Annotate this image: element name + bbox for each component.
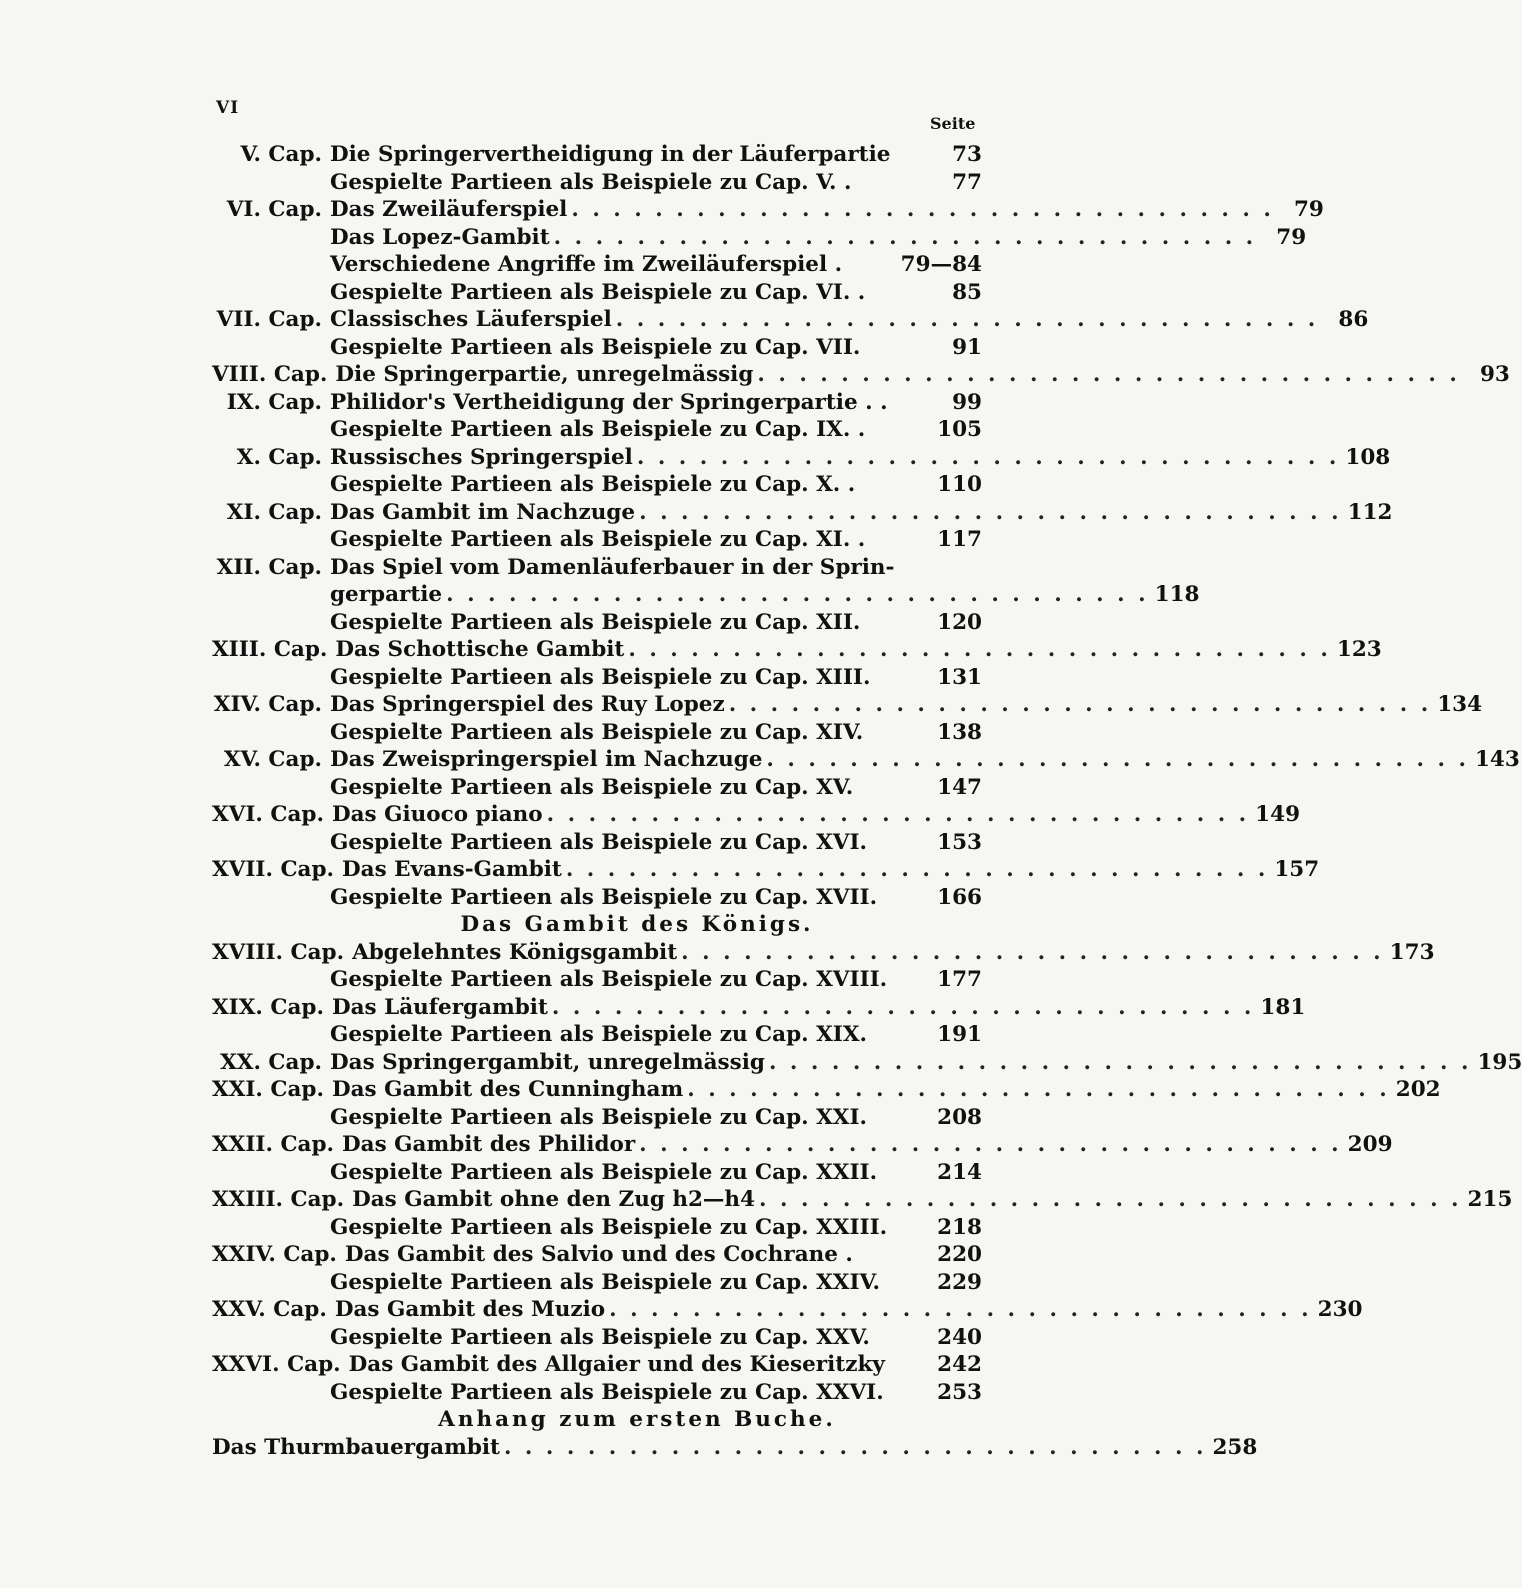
page-reference: 112: [1347, 499, 1393, 525]
page-reference: 79: [1276, 224, 1307, 250]
toc-entry: [212, 252, 982, 280]
dot-leader: . . . . . . . . . . . . . . . . . . . . . . . . . . . . . . . . . .: [759, 1187, 1462, 1212]
chapter-label: XVII. Cap.: [212, 857, 335, 882]
toc-entry: [212, 1434, 1258, 1463]
entry-title: Gespielte Partieen als Beispiele zu Cap. XVII.: [330, 884, 878, 910]
entry-title: Gespielte Partieen als Beispiele zu Cap. XXII.: [330, 1159, 878, 1185]
page-reference: 240: [937, 1324, 982, 1350]
page-reference: 208: [937, 1104, 982, 1130]
entry-title: Gespielte Partieen als Beispiele zu Cap. VI. .: [330, 279, 866, 305]
page-reference: 117: [937, 527, 982, 552]
entry-title: Die Springervertheidigung in der Läuferpartie: [330, 142, 891, 167]
dot-leader: . . . . . . . . . . . . . . . . . . . . . . . . . . . . . . . . . .: [639, 1132, 1342, 1157]
toc-entry: [212, 582, 1200, 610]
chapter-label: XXIV. Cap.: [212, 1242, 337, 1267]
toc-entry: [212, 720, 982, 748]
chapter-label: XXIII. Cap.: [212, 1187, 345, 1212]
toc-entry: [212, 555, 982, 583]
page-reference: 143: [1474, 747, 1520, 772]
page-reference: 110: [937, 472, 982, 497]
page-reference: 157: [1274, 857, 1320, 882]
toc-entry: [212, 967, 982, 995]
page-reference: 93: [1479, 362, 1510, 387]
chapter-label: XII. Cap.: [216, 554, 322, 580]
chapter-label: VI. Cap.: [226, 197, 322, 222]
toc-entry: [212, 1077, 1441, 1105]
toc-entry: [212, 390, 982, 418]
entry-title: Das Springerspiel des Ruy Lopez: [330, 692, 725, 717]
dot-leader: . . . . . . . . . . . . . . . . . . . . . . . . . . . . . . . . . .: [636, 444, 1340, 470]
page-reference: 120: [937, 609, 982, 635]
page-reference: 230: [1317, 1297, 1363, 1322]
entry-title: Gespielte Partieen als Beispiele zu Cap. XIX.: [330, 1022, 868, 1047]
entry-title: Das Zweiläuferspiel: [330, 197, 568, 222]
toc-entry: [212, 747, 1520, 775]
dot-leader: . . . . . . . . . . . . . . . . . . . . . . . . . . . . . . . . . .: [757, 362, 1460, 387]
toc-entry: [212, 1187, 1513, 1215]
entry-title: Die Springerpartie, unregelmässig: [335, 362, 754, 387]
toc-entry: [212, 775, 982, 803]
page-reference: 229: [937, 1269, 982, 1295]
page-reference: 99: [952, 389, 982, 415]
page-reference: 173: [1389, 939, 1435, 965]
toc-entry: [212, 1022, 982, 1050]
toc-entry: [212, 610, 982, 638]
page-reference: 108: [1345, 444, 1391, 470]
toc-entry: [212, 1242, 982, 1270]
toc-entry: [212, 1325, 982, 1353]
dot-leader: . . . . . . . . . . . . . . . . . . . . . . . . . . . . . . . . . .: [639, 499, 1342, 525]
page-reference: 253: [937, 1379, 982, 1405]
section-heading: Das Gambit des Königs.: [460, 912, 814, 937]
toc-entry: [212, 170, 982, 198]
toc-entry: [212, 444, 1391, 473]
entry-title: Abgelehntes Königsgambit: [352, 939, 678, 965]
entry-title: Das Gambit im Nachzuge: [330, 499, 636, 525]
toc-entry: [212, 692, 1483, 720]
entry-title: Das Zweispringerspiel im Nachzuge: [330, 747, 763, 772]
toc-entry: [212, 1215, 982, 1243]
entry-title: Das Läufergambit: [331, 994, 548, 1020]
entry-title: Gespielte Partieen als Beispiele zu Cap. X. .: [330, 472, 856, 497]
entry-title: Das Springergambit, unregelmässig: [330, 1049, 765, 1075]
page-reference: 166: [937, 884, 982, 910]
page-reference: 209: [1347, 1132, 1393, 1157]
toc-entry: [212, 637, 1382, 665]
entry-title: gerpartie: [330, 582, 443, 607]
toc-entry: [212, 1160, 982, 1188]
entry-title: Gespielte Partieen als Beispiele zu Cap. XXVI.: [330, 1379, 884, 1405]
entry-title: Philidor's Vertheidigung der Springerpartie . .: [330, 389, 888, 415]
page-reference: 105: [937, 417, 982, 442]
toc-entry: [212, 857, 1320, 885]
page-reference: 79: [1293, 197, 1324, 222]
page-reference: 181: [1260, 994, 1306, 1020]
page-reference: 147: [937, 774, 982, 800]
page-reference: 214: [937, 1159, 982, 1185]
chapter-label: XI. Cap.: [226, 499, 322, 525]
chapter-label: XIX. Cap.: [212, 994, 324, 1020]
table-of-contents: [212, 142, 1522, 1462]
toc-entry: [212, 142, 982, 170]
page-reference: 149: [1255, 802, 1301, 827]
page-reference: 91: [952, 334, 982, 360]
page-reference: 258: [1212, 1434, 1258, 1460]
page-reference: 215: [1467, 1187, 1513, 1212]
section-heading: Anhang zum ersten Buche.: [438, 1407, 836, 1432]
toc-entry: [212, 499, 1393, 528]
entry-title: Gespielte Partieen als Beispiele zu Cap. XXV.: [330, 1324, 870, 1350]
chapter-label: XVIII. Cap.: [212, 939, 345, 965]
toc-entry: [212, 417, 982, 445]
entry-title: Gespielte Partieen als Beispiele zu Cap. IX. .: [330, 417, 866, 442]
dot-leader: . . . . . . . . . . . . . . . . . . . . . . . . . . . . . . . . . .: [609, 1297, 1312, 1322]
entry-title: Gespielte Partieen als Beispiele zu Cap. XV.: [330, 774, 854, 800]
chapter-label: X. Cap.: [236, 444, 322, 470]
seite-column-header: Seite: [930, 114, 976, 133]
page-reference: 73: [952, 142, 982, 167]
entry-title: Das Gambit des Philidor: [342, 1132, 636, 1157]
toc-entry: [212, 1049, 1522, 1078]
page-reference: 220: [937, 1242, 982, 1267]
dot-leader: . . . . . . . . . . . . . . . . . . . . . . . . . . . . . . . . . .: [687, 1077, 1390, 1102]
dot-leader: . . . . . . . . . . . . . . . . . . . . . . . . . . . . . . . . . .: [681, 939, 1384, 965]
entry-title: Gespielte Partieen als Beispiele zu Cap. XVIII.: [330, 967, 888, 992]
page-reference: 79—84: [900, 252, 982, 277]
page-reference: 134: [1437, 692, 1483, 717]
entry-title: Verschiedene Angriffe im Zweiläuferspiel .: [330, 252, 843, 277]
page-reference: 131: [937, 664, 982, 690]
page-number: VI: [216, 98, 240, 118]
dot-leader: . . . . . . . . . . . . . . . . . . . . . . . . . . . . . . . . . .: [553, 224, 1257, 250]
entry-title: Gespielte Partieen als Beispiele zu Cap. XXIII.: [330, 1214, 888, 1240]
page-reference: 242: [937, 1352, 982, 1377]
entry-title: Gespielte Partieen als Beispiele zu Cap. XXIV.: [330, 1269, 880, 1295]
entry-title: Das Gambit des Salvio und des Cochrane .: [344, 1242, 853, 1267]
page-reference: 195: [1477, 1049, 1522, 1075]
chapter-label: XVI. Cap.: [212, 802, 324, 827]
toc-entry: [212, 1132, 1393, 1160]
chapter-label: VII. Cap.: [216, 307, 322, 332]
page-reference: 202: [1395, 1077, 1441, 1102]
page-reference: 138: [937, 719, 982, 745]
entry-title: Das Thurmbauergambit: [212, 1434, 500, 1460]
dot-leader: . . . . . . . . . . . . . . . . . . . . . . . . . . . . . . . . . .: [446, 582, 1149, 607]
page-reference: 77: [952, 169, 982, 195]
dot-leader: . . . . . . . . . . . . . . . . . . . . . . . . . . . . . . . . . .: [766, 747, 1469, 772]
entry-title: Das Gambit des Cunningham: [331, 1077, 684, 1102]
entry-title: Das Evans-Gambit: [342, 857, 562, 882]
chapter-label: XXII. Cap.: [212, 1132, 335, 1157]
toc-entry: [212, 1105, 982, 1133]
entry-title: Russisches Springerspiel: [330, 444, 633, 470]
entry-title: Das Gambit des Muzio: [334, 1297, 606, 1322]
entry-title: Das Giuoco piano: [331, 802, 543, 827]
chapter-label: XX. Cap.: [220, 1049, 322, 1075]
dot-leader: . . . . . . . . . . . . . . . . . . . . . . . . . . . . . . . . . .: [615, 307, 1319, 332]
chapter-label: XXI. Cap.: [212, 1077, 324, 1102]
page-reference: 123: [1336, 637, 1382, 662]
chapter-label: VIII. Cap.: [212, 362, 328, 387]
toc-entry: [212, 472, 982, 500]
entry-title: Classisches Läuferspiel: [330, 307, 612, 332]
dot-leader: . . . . . . . . . . . . . . . . . . . . . . . . . . . . . . . . . .: [546, 802, 1250, 827]
toc-entry: [212, 994, 1306, 1023]
entry-title: Gespielte Partieen als Beispiele zu Cap. V. .: [330, 169, 852, 195]
chapter-label: XXVI. Cap.: [212, 1352, 341, 1377]
toc-entry: [212, 335, 982, 363]
entry-title: Das Gambit ohne den Zug h2—h4: [352, 1187, 756, 1212]
toc-entry: [212, 665, 982, 693]
entry-title: Gespielte Partieen als Beispiele zu Cap. VII.: [330, 334, 861, 360]
entry-title: Gespielte Partieen als Beispiele zu Cap. XXI.: [330, 1104, 868, 1130]
dot-leader: . . . . . . . . . . . . . . . . . . . . . . . . . . . . . . . . . .: [768, 1049, 1472, 1075]
dot-leader: . . . . . . . . . . . . . . . . . . . . . . . . . . . . . . . . . .: [628, 637, 1331, 662]
chapter-label: IX. Cap.: [226, 389, 322, 415]
entry-title: Gespielte Partieen als Beispiele zu Cap. XIII.: [330, 664, 871, 690]
entry-title: Das Gambit des Allgaier und des Kieseritzky: [348, 1352, 885, 1377]
page-reference: 177: [937, 967, 982, 992]
toc-entry: [212, 1297, 1363, 1325]
entry-title: Gespielte Partieen als Beispiele zu Cap. XII.: [330, 609, 861, 635]
chapter-label: XXV. Cap.: [212, 1297, 327, 1322]
toc-entry: [212, 885, 982, 913]
toc-entry: [212, 307, 1369, 335]
toc-entry: [212, 527, 982, 555]
toc-entry: [212, 830, 982, 858]
chapter-label: XV. Cap.: [223, 747, 322, 772]
chapter-label: XIV. Cap.: [213, 692, 322, 717]
entry-title: Gespielte Partieen als Beispiele zu Cap. XVI.: [330, 829, 868, 855]
page-reference: 85: [952, 279, 982, 305]
dot-leader: . . . . . . . . . . . . . . . . . . . . . . . . . . . . . . . . . .: [503, 1434, 1207, 1460]
page-reference: 218: [937, 1214, 982, 1240]
toc-entry: [212, 802, 1301, 830]
toc-entry: [212, 1270, 982, 1298]
toc-entry: [212, 1380, 982, 1408]
page-reference: 191: [937, 1022, 982, 1047]
entry-title: Gespielte Partieen als Beispiele zu Cap. XI. .: [330, 527, 866, 552]
dot-leader: . . . . . . . . . . . . . . . . . . . . . . . . . . . . . . . . . .: [571, 197, 1274, 222]
page-reference: 153: [937, 829, 982, 855]
toc-entry: [212, 1352, 982, 1380]
entry-title: Das Spiel vom Damenläuferbauer in der Sprin-: [330, 554, 895, 580]
toc-entry: [212, 280, 982, 308]
dot-leader: . . . . . . . . . . . . . . . . . . . . . . . . . . . . . . . . . .: [551, 994, 1255, 1020]
page-reference: 118: [1154, 582, 1200, 607]
dot-leader: . . . . . . . . . . . . . . . . . . . . . . . . . . . . . . . . . .: [728, 692, 1432, 717]
dot-leader: . . . . . . . . . . . . . . . . . . . . . . . . . . . . . . . . . .: [565, 857, 1269, 882]
toc-entry: [212, 224, 1307, 253]
chapter-label: XIII. Cap.: [212, 637, 328, 662]
toc-entry: [212, 939, 1435, 968]
toc-entry: [212, 362, 1510, 390]
entry-title: Das Schottische Gambit: [335, 637, 625, 662]
entry-title: Das Lopez-Gambit: [330, 224, 550, 250]
toc-entry: [212, 197, 1324, 225]
chapter-label: V. Cap.: [240, 142, 322, 167]
page-reference: 86: [1338, 307, 1369, 332]
entry-title: Gespielte Partieen als Beispiele zu Cap. XIV.: [330, 719, 864, 745]
